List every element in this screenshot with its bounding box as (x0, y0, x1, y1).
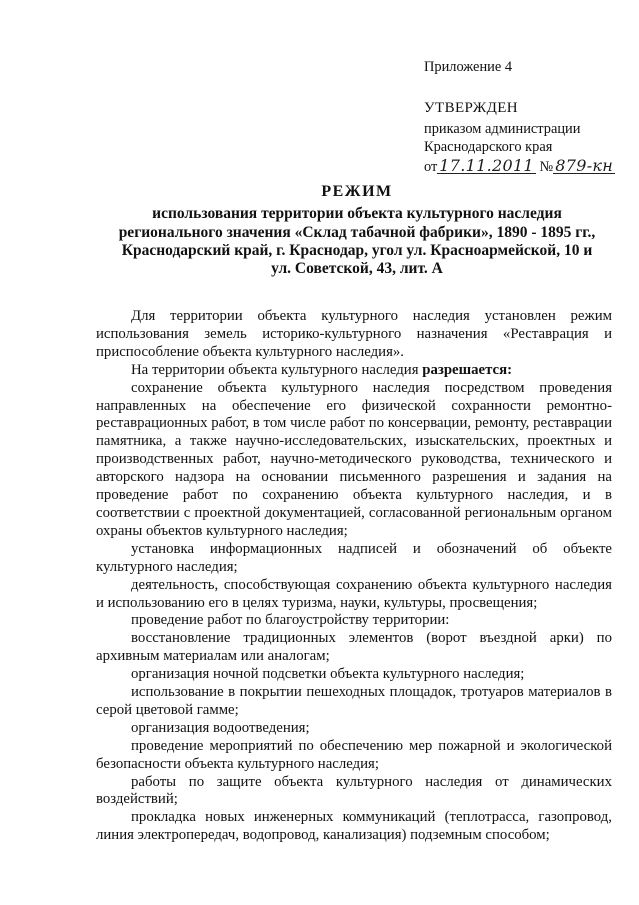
intro-paragraph: Для территории объекта культурного наследия установлен режим использования земель историко-культурного назначения «Реставрация и приспособление объекта культурного наследия». (96, 308, 612, 360)
list-item: организация ночной подсветки объекта культурного наследия; (131, 666, 525, 683)
list-item: деятельность, способствующая сохранению объекта культурного наследия и использованию его в целях туризма, науки, культуры, просвещения; (96, 576, 612, 611)
list-item: проведение мероприятий по обеспечению мер пожарной и экологической безопасности объекта культурного наследия; (96, 737, 612, 772)
number-prefix: № (539, 159, 554, 175)
list-item: восстановление традиционных элементов (ворот въездной арки) по архивным материалам или аналогам; (96, 630, 612, 665)
allowed-bold: разрешается: (422, 361, 513, 378)
approval-block (424, 59, 629, 177)
document-body (96, 308, 612, 845)
list-item: сохранение объекта культурного наследия посредством проведения направленных на обеспечение его физической сохранности ремонтно-реставрационных работ, в том числе работ по консервации, ремонту, реставрации памятника, а также научно-исследовательских, изыскательских, проектных и производственных работ, научно-методического руководства, технического и авторского надзора на основании письменного разрешения и задания на проведение работ по сохранению объекта культурного наследия, и в соответствии с проектной документацией, согласованной региональным органом охраны объектов культурного наследия; (96, 379, 612, 539)
title-line: ул. Советской, 43, лит. А (271, 260, 443, 278)
allowed-prefix: На территории объекта культурного наследия (131, 361, 419, 378)
handwritten-date: 17.11.2011 (439, 156, 534, 175)
list-item: работы по защите объекта культурного наследия от динамических воздействий; (96, 773, 612, 808)
title-line: Краснодарский край, г. Краснодар, угол ул. Красноармейской, 10 и (121, 241, 593, 259)
list-item: прокладка новых инженерных коммуникаций (теплотрасса, газопровод, линия электропередач, водопровод, канализация) подземным способом; (96, 809, 612, 844)
title-line: использования территории объекта культурного наследия (152, 205, 562, 223)
date-number-line (424, 158, 629, 177)
list-item: установка информационных надписей и обозначений об объекте культурного наследия; (96, 540, 612, 575)
list-item: проведение работ по благоустройству территории: (131, 612, 450, 629)
approved-heading: УТВЕРЖДЕН (424, 99, 519, 116)
title-main: РЕЖИМ (321, 183, 393, 200)
allowed-paragraph (96, 362, 612, 380)
list-item: использование в покрытии пешеходных площадок, тротуаров материалов в серой цветовой гамме; (96, 684, 612, 718)
appendix-label: Приложение 4 (424, 59, 513, 75)
list-item: организация водоотведения; (131, 719, 310, 736)
order-line: приказом администрации (424, 121, 581, 137)
date-prefix: от (424, 159, 438, 175)
region-line: Краснодарского края (424, 138, 553, 155)
handwritten-number: 879-кн (555, 156, 614, 175)
document-title (96, 183, 618, 278)
title-line: регионального значения «Склад табачной фабрики», 1890 - 1895 гг., (118, 223, 596, 241)
